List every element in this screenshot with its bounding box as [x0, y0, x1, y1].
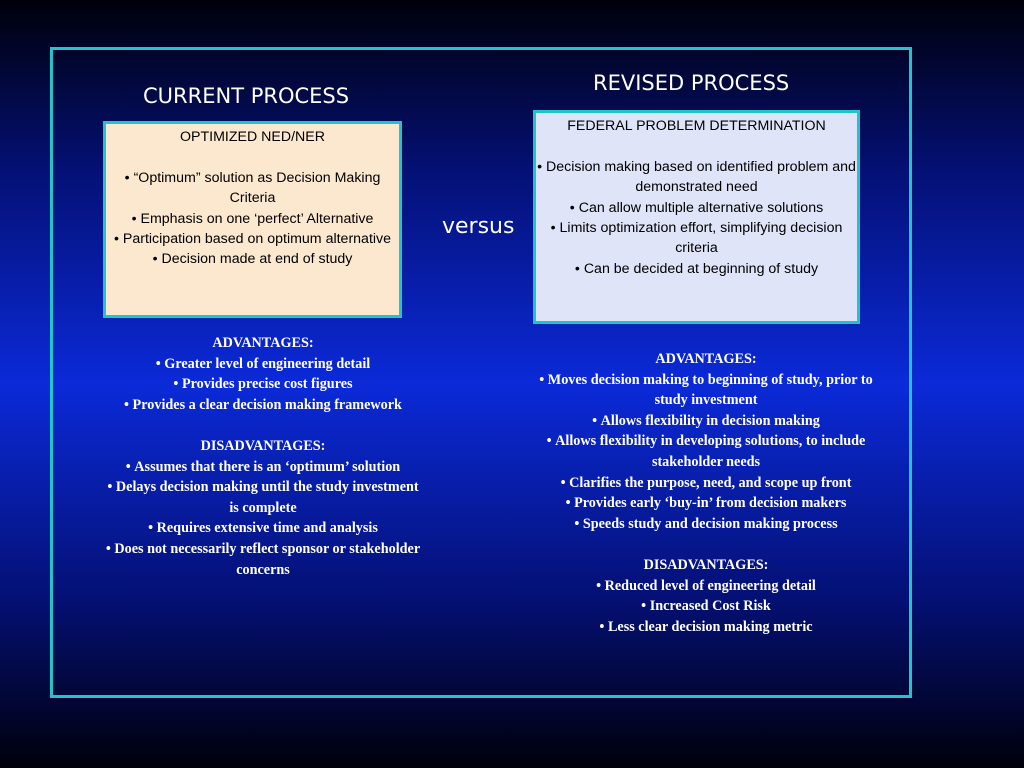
list-item: • Provides a clear decision making framework	[103, 395, 423, 416]
list-item: • Delays decision making until the study investment is complete	[103, 477, 423, 518]
list-item: • Decision made at end of study	[106, 249, 399, 269]
list-item: • Allows flexibility in developing solutions, to include stakeholder needs	[525, 431, 887, 472]
current-advantages-heading: ADVANTAGES:	[212, 335, 314, 351]
current-process-box	[103, 121, 402, 318]
current-process-heading: CURRENT PROCESS	[143, 84, 350, 108]
list-item: • Requires extensive time and analysis	[103, 518, 423, 539]
revised-pros-cons	[525, 349, 887, 637]
current-pros-cons	[103, 333, 423, 580]
list-item: • Decision making based on identified problem and demonstrated need	[536, 157, 857, 198]
current-disadvantages-list	[103, 457, 423, 581]
list-item: • Provides precise cost figures	[103, 374, 423, 395]
versus-label: versus	[442, 214, 515, 239]
list-item: • Emphasis on one ‘perfect’ Alternative	[106, 209, 399, 229]
current-box-title: OPTIMIZED NED/NER	[179, 129, 326, 145]
revised-box-list	[536, 157, 857, 279]
current-disadvantages-heading: DISADVANTAGES:	[200, 437, 326, 454]
list-item: • Can allow multiple alternative solutions	[536, 198, 857, 218]
revised-advantages-list	[525, 370, 887, 535]
revised-disadvantages-list	[525, 576, 887, 638]
current-box-list	[106, 168, 399, 270]
list-item: • Limits optimization effort, simplifying decision criteria	[536, 218, 857, 259]
list-item: • Participation based on optimum alternative	[106, 229, 399, 249]
list-item: • Increased Cost Risk	[525, 596, 887, 617]
list-item: • Provides early ‘buy-in’ from decision makers	[525, 493, 887, 514]
revised-process-heading: REVISED PROCESS	[593, 71, 790, 95]
list-item: • Assumes that there is an ‘optimum’ solution	[103, 457, 423, 478]
list-item: • Less clear decision making metric	[525, 617, 887, 638]
revised-advantages-heading: ADVANTAGES:	[655, 351, 757, 367]
list-item: • Clarifies the purpose, need, and scope up front	[525, 473, 887, 494]
list-item: • Greater level of engineering detail	[103, 354, 423, 375]
list-item: • Speeds study and decision making process	[525, 514, 887, 535]
current-advantages-list	[103, 354, 423, 416]
list-item: • Does not necessarily reflect sponsor or stakeholder concerns	[103, 539, 423, 580]
revised-disadvantages-heading: DISADVANTAGES:	[643, 556, 769, 573]
list-item: • “Optimum” solution as Decision Making Criteria	[106, 168, 399, 209]
list-item: • Reduced level of engineering detail	[525, 576, 887, 597]
list-item: • Can be decided at beginning of study	[536, 259, 857, 279]
revised-box-title: FEDERAL PROBLEM DETERMINATION	[567, 118, 826, 134]
list-item: • Moves decision making to beginning of study, prior to study investment	[525, 370, 887, 411]
revised-process-box	[533, 110, 860, 324]
list-item: • Allows flexibility in decision making	[525, 411, 887, 432]
